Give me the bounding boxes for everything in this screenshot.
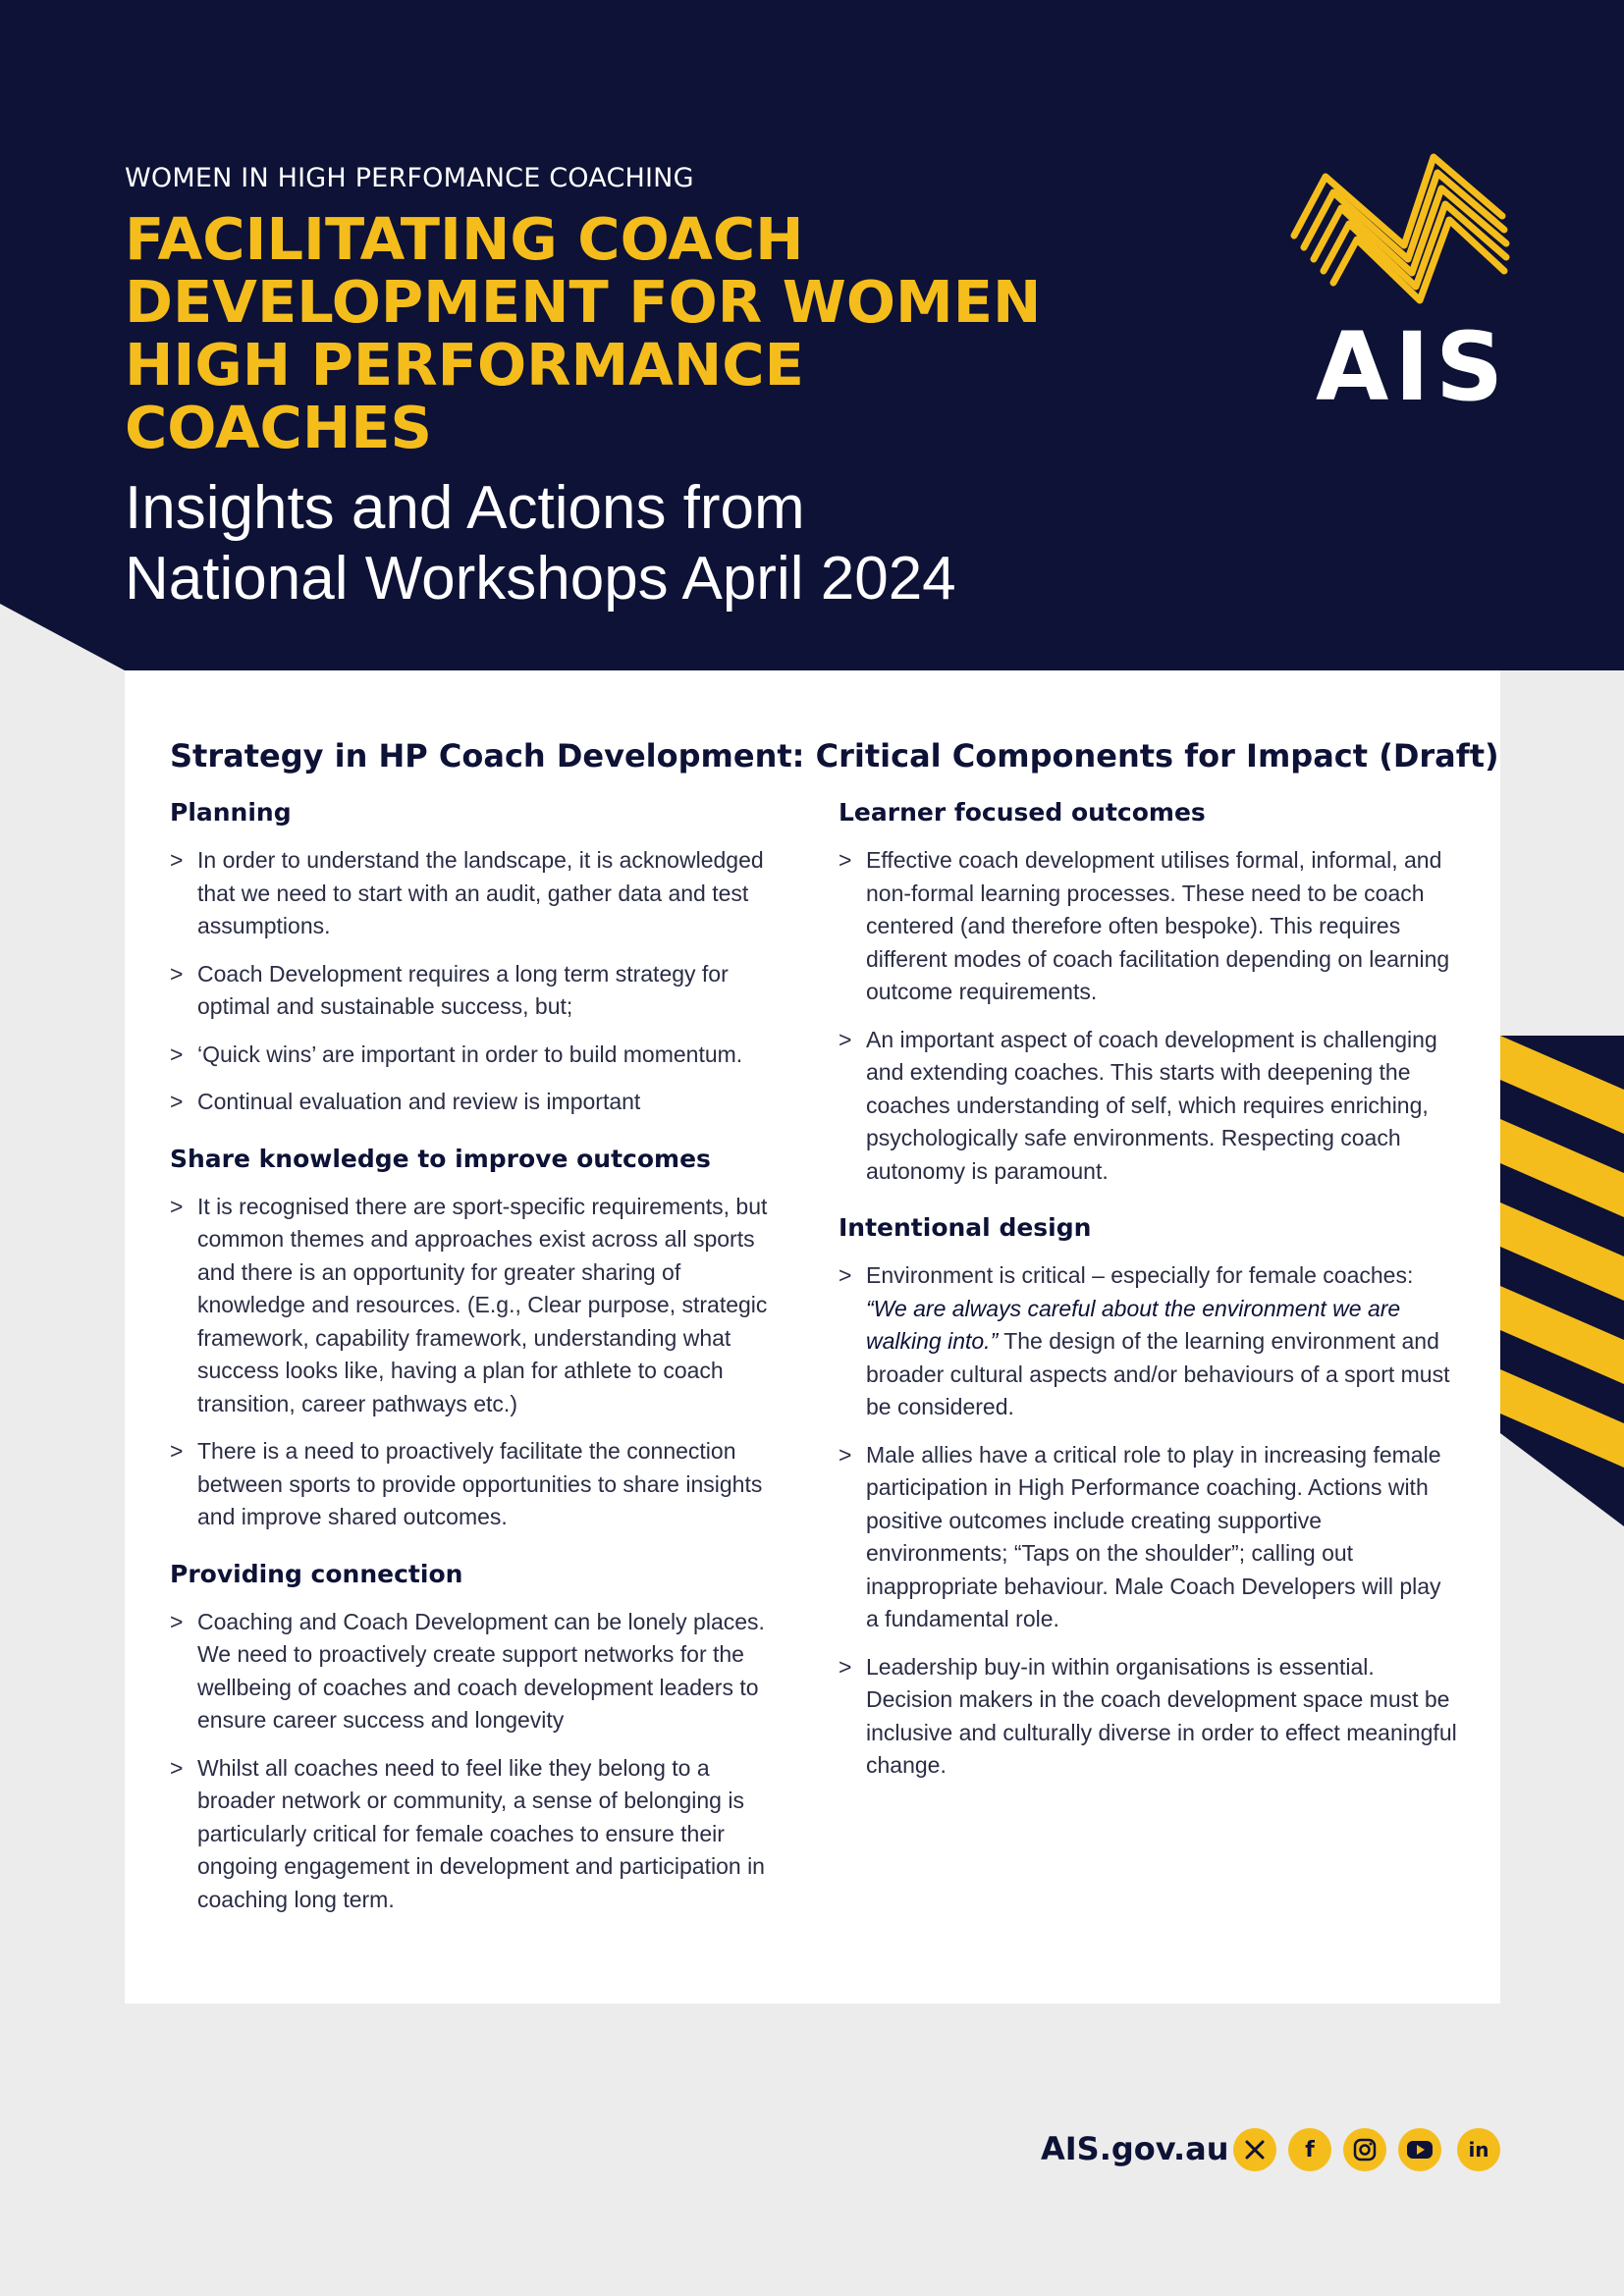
list-item: > Male allies have a critical role to play in increasing female participation in High Performance coaching. Actions with positive outcomes include creating supportive environments; “Taps on the shoulder”; calling out inappropriate behaviour. Male Coach Developers will play a fundamental role.	[839, 1441, 1441, 1631]
page-title: FACILITATING COACH DEVELOPMENT FOR WOMEN HIGH PERFORMANCE COACHES	[125, 205, 1042, 461]
list-item: > Coach Development requires a long term strategy for optimal and sustainable success, but;	[170, 960, 729, 1019]
list-item: > There is a need to proactively facilitate the connection between sports to provide opportunities to share insights and improve shared outcomes.	[170, 1438, 763, 1529]
list-item: > ‘Quick wins’ are important in order to build momentum.	[170, 1041, 743, 1067]
right-column	[839, 798, 1457, 1808]
card-heading: Strategy in HP Coach Development: Critical Components for Impact (Draft)	[170, 737, 1499, 774]
subtitle-line-2: National Workshops April 2024	[125, 545, 956, 613]
page-subtitle	[125, 473, 1107, 614]
website-link[interactable]: AIS.gov.au	[1041, 2130, 1229, 2167]
section-title: Planning	[170, 798, 292, 827]
x-icon[interactable]	[1233, 2128, 1276, 2171]
list-item: > An important aspect of coach development is challenging and extending coaches. This starts with deepening the coaches understanding of self, which requires enriching, psychologically safe environments. Respecting coach autonomy is paramount.	[839, 1026, 1437, 1184]
section-title: Providing connection	[170, 1559, 463, 1588]
section-providing-connection	[170, 1560, 788, 1917]
content-card	[125, 670, 1500, 2003]
list-item: > In order to understand the landscape, it is acknowledged that we need to start with an audit, gather data and test assumptions.	[170, 847, 764, 938]
section-title: Share knowledge to improve outcomes	[170, 1144, 711, 1173]
linkedin-icon[interactable]: in	[1457, 2128, 1500, 2171]
section-intentional-design	[839, 1213, 1457, 1783]
list-item: > Environment is critical – especially for female coaches: “We are always careful about the environment we are walking into.” The design of the learning environment and broader cultural aspects and/or behaviours of a sport must be considered.	[839, 1262, 1450, 1419]
section-title: Learner focused outcomes	[839, 798, 1206, 827]
list-item: > Leadership buy-in within organisations is essential. Decision makers in the coach development space must be inclusive and culturally diverse in order to effect meaningful change.	[839, 1653, 1457, 1778]
ais-logo-text: AIS	[1316, 312, 1510, 422]
list-item: > Continual evaluation and review is important	[170, 1089, 641, 1114]
section-title: Intentional design	[839, 1213, 1092, 1242]
youtube-icon[interactable]	[1398, 2128, 1441, 2171]
subtitle-line-1: Insights and Actions from	[125, 474, 805, 542]
list-item: > Coaching and Coach Development can be lonely places. We need to proactively create support networks for the wellbeing of coaches and coach development leaders to ensure career success and longevity	[170, 1608, 765, 1733]
facebook-icon[interactable]: f	[1288, 2128, 1331, 2171]
quote-text: “We are always careful about the environment we are walking into.”	[866, 1295, 1401, 1354]
section-planning	[170, 798, 788, 1119]
left-column	[170, 798, 788, 1942]
kicker-text: WOMEN IN HIGH PERFOMANCE COACHING	[125, 163, 694, 193]
section-learner-focused	[839, 798, 1457, 1188]
list-item: > Effective coach development utilises formal, informal, and non-formal learning processes. These need to be coach centered (and therefore often bespoke). This requires different modes of coach facilitation depending on learning outcome requirements.	[839, 847, 1450, 1004]
section-share-knowledge	[170, 1145, 788, 1534]
instagram-icon[interactable]	[1343, 2128, 1386, 2171]
list-item: > It is recognised there are sport-specific requirements, but common themes and approaches exist across all sports and there is an opportunity for greater sharing of knowledge and resources. (E.g., Clear purpose, strategic framework, capability framework, understanding what success looks like, having a plan for athlete to coach transition, career pathways etc.)	[170, 1193, 768, 1416]
list-item: > Whilst all coaches need to feel like they belong to a broader network or community, a sense of belonging is particularly critical for female coaches to ensure their ongoing engagement in development and participation in coaching long term.	[170, 1754, 765, 1912]
